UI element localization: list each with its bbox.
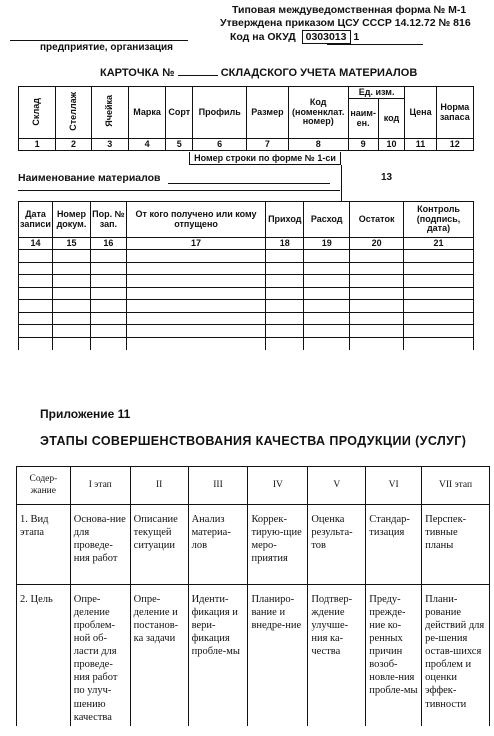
- stages-cell: Коррек-тирую-щие меро-приятия: [248, 505, 308, 585]
- ledger-col-balance: Остаток: [350, 202, 404, 238]
- row-number-connector: [341, 165, 342, 201]
- stages-row-divider: [16, 584, 490, 585]
- num-cell: 16: [90, 238, 126, 250]
- num-cell: 21: [404, 238, 474, 250]
- col-stellazh: Стеллаж: [56, 87, 91, 139]
- num-cell: 15: [52, 238, 90, 250]
- stages-table: [16, 466, 490, 726]
- num-cell: 3: [91, 139, 128, 151]
- appendix-title: Приложение 11: [40, 407, 131, 421]
- ledger-empty-row: [19, 312, 474, 325]
- num-cell: 11: [405, 139, 436, 151]
- appendix-heading: ЭТАПЫ СОВЕРШЕНСТВОВАНИЯ КАЧЕСТВА ПРОДУКЦИИ (УСЛУГ): [40, 434, 467, 448]
- num-cell: 19: [304, 238, 350, 250]
- stages-header-cell: VII этап: [422, 467, 490, 505]
- ledger-empty-row: [19, 250, 474, 263]
- stages-cell: Стандар-тизация: [366, 505, 422, 585]
- stages-header-cell: Содер-жание: [17, 467, 71, 505]
- ledger-empty-row: [19, 300, 474, 313]
- ledger-empty-row: [19, 337, 474, 350]
- stages-cell: Анализ материа-лов: [188, 505, 248, 585]
- okud-label: Код на ОКУД: [230, 31, 296, 43]
- num-cell: 12: [436, 139, 473, 151]
- stages-cell: Плани-рование действий для ре-шения остав-шихся проблем и оценки эффек-тивности: [422, 585, 490, 726]
- ledger-col-income: Приход: [266, 202, 304, 238]
- field-13-number: 13: [381, 172, 393, 183]
- stages-cell: Основа-ние для проведе-ния работ: [70, 505, 130, 585]
- ledger-empty-row: [19, 325, 474, 338]
- org-label: предприятие, организация: [40, 42, 174, 53]
- material-label: Наименование материалов: [18, 172, 161, 184]
- num-cell: 5: [166, 139, 193, 151]
- num-cell: 10: [378, 139, 405, 151]
- num-cell: 18: [266, 238, 304, 250]
- form-type-line: Типовая междуведомственная форма № М-1: [232, 4, 467, 16]
- stages-row-type: [17, 505, 490, 585]
- org-underline: [10, 40, 188, 41]
- okud-code-box: 0303013: [302, 30, 351, 44]
- col-sort: Сорт: [166, 87, 193, 139]
- stages-cell: Планиро-вание и внедре-ние: [248, 585, 308, 726]
- stages-header-cell: VI: [366, 467, 422, 505]
- num-cell: 7: [247, 139, 288, 151]
- col-naimen: наим-ен.: [348, 99, 378, 139]
- num-cell: 17: [126, 238, 265, 250]
- stages-cell: 2. Цель: [17, 585, 71, 726]
- num-cell: 9: [348, 139, 378, 151]
- num-cell: 2: [56, 139, 91, 151]
- card-title-right: СКЛАДСКОГО УЧЕТА МАТЕРИАЛОВ: [220, 67, 418, 79]
- num-cell: 1: [19, 139, 56, 151]
- col-tsena: Цена: [405, 87, 436, 139]
- ledger-table: [18, 201, 474, 350]
- ledger-col-entry: Пор. № зап.: [90, 202, 126, 238]
- ledger-col-doc: Номер докум.: [52, 202, 90, 238]
- okud-line: [230, 30, 359, 44]
- stages-cell: 1. Вид этапа: [17, 505, 71, 585]
- row-number-label: Номер строки по форме № 1-си: [189, 152, 341, 165]
- col-kod: Код (номенклат. номер): [288, 87, 348, 139]
- stages-header-cell: IV: [248, 467, 308, 505]
- stages-cell: Опре-деление проблем-ной об-ласти для проведе-ния работ по улуч-шению качества: [70, 585, 130, 726]
- card-title-left: КАРТОЧКА №: [100, 67, 175, 79]
- stages-cell: Преду-прежде-ние ко-ренных причин возоб-новле-ния пробле-мы: [366, 585, 422, 726]
- stages-cell: Перспек-тивные планы: [422, 505, 490, 585]
- ledger-empty-row: [19, 275, 474, 288]
- stages-row-goal: [17, 585, 490, 726]
- ledger-empty-row: [19, 287, 474, 300]
- ledger-col-control: Контроль (подпись, дата): [404, 202, 474, 238]
- stages-header-cell: I этап: [70, 467, 130, 505]
- form-approval-line: Утверждена приказом ЦСУ СССР 14.12.72 № 816: [220, 17, 471, 29]
- col-norma: Норма запаса: [436, 87, 473, 139]
- col-profil: Профиль: [193, 87, 247, 139]
- card-number-blank: [178, 68, 218, 76]
- stages-cell: Оценка результа-тов: [308, 505, 366, 585]
- card-header-table: [18, 86, 474, 151]
- stages-cell: Подтвер-ждение улучше-ния ка-чества: [308, 585, 366, 726]
- okud-suffix: 1: [353, 31, 360, 43]
- col-razmer: Размер: [247, 87, 288, 139]
- stages-cell: Опре-деление и постанов-ка задачи: [130, 585, 188, 726]
- stages-header-cell: II: [130, 467, 188, 505]
- col-yacheyka: Ячейка: [91, 87, 128, 139]
- ledger-empty-row: [19, 262, 474, 275]
- col-sklad: Склад: [19, 87, 56, 139]
- num-cell: 14: [19, 238, 53, 250]
- stages-header-cell: V: [308, 467, 366, 505]
- unit-group-header: Ед. изм.: [348, 87, 405, 99]
- ledger-col-expense: Расход: [304, 202, 350, 238]
- num-cell: 20: [350, 238, 404, 250]
- stages-cell: Описание текущей ситуации: [130, 505, 188, 585]
- num-cell: 6: [193, 139, 247, 151]
- material-underline-2: [18, 190, 340, 191]
- card-title: [100, 67, 417, 79]
- stages-cell: Иденти-фикация и вери-фикация пробле-мы: [188, 585, 248, 726]
- stages-header-cell: III: [188, 467, 248, 505]
- num-cell: 8: [288, 139, 348, 151]
- material-underline: [168, 183, 330, 184]
- ledger-col-date: Дата записи: [19, 202, 53, 238]
- okud-underline: [327, 44, 423, 45]
- col-unit-kod: код: [378, 99, 405, 139]
- ledger-col-from-to: От кого получено или кому отпущено: [126, 202, 265, 238]
- num-cell: 4: [128, 139, 165, 151]
- col-marka: Марка: [128, 87, 165, 139]
